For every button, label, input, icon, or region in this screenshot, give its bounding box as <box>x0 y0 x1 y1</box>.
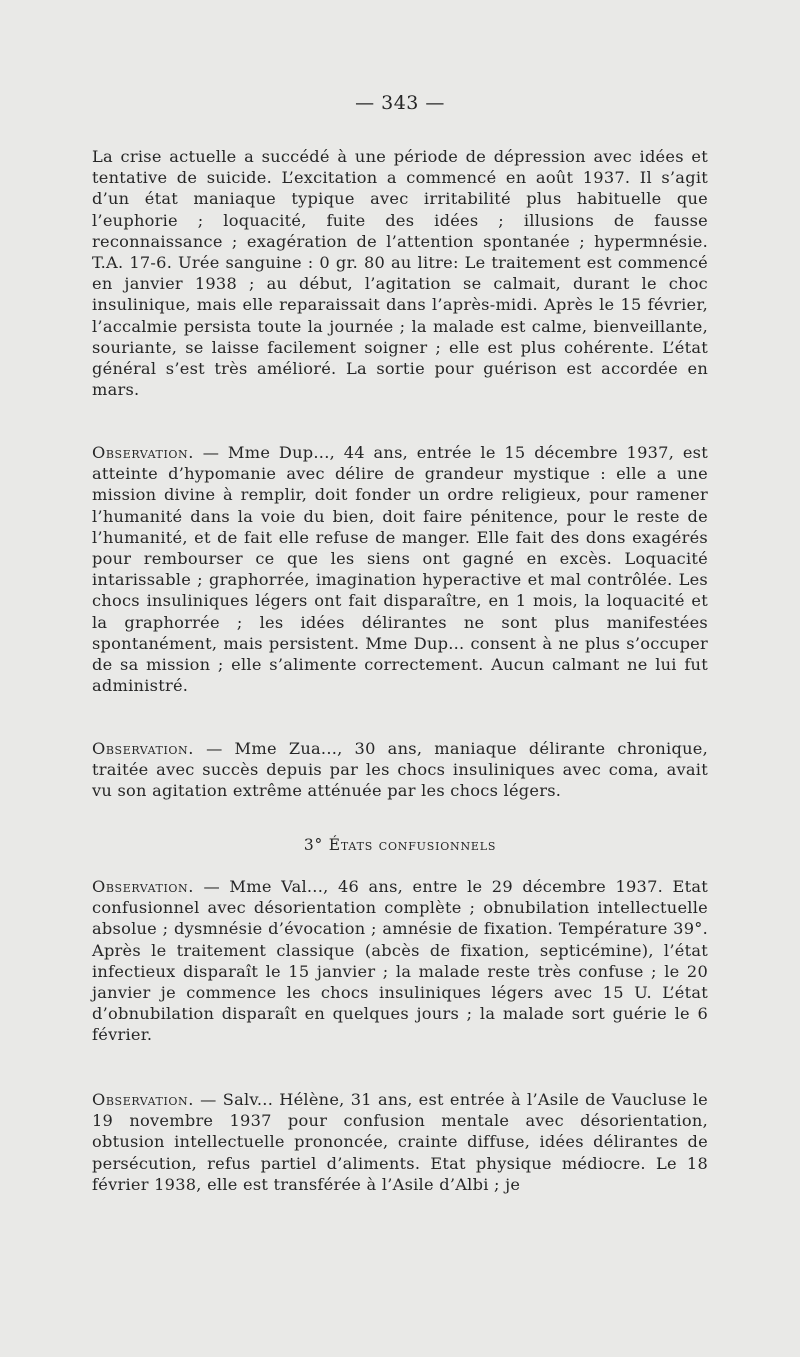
paragraph-manic-crisis <box>92 146 708 400</box>
observation-label: Observation. <box>92 1090 195 1109</box>
observation-text: — Mme Zua..., 30 ans, maniaque délirante chronique, traitée avec succès depuis par les chocs insuliniques avec coma, avait vu son agitation extrême atténuée par les chocs légers. <box>92 739 708 801</box>
observation-text: — Salv... Hélène, 31 ans, est entrée à l’Asile de Vaucluse le 19 novembre 1937 pour confusion mentale avec désorientation, obtusion intellectuelle prononcée, crainte diffuse, idées délirantes de persécution, refus partiel d’aliments. Etat physique médiocre. Le 18 février 1938, elle est transférée à l’Asile d’Albi ; je <box>92 1090 708 1194</box>
observation-text: — Mme Val..., 46 ans, entre le 29 décembre 1937. Etat confusionnel avec désorientation complète ; obnubilation intellectuelle absolue ; dysmnésie d’évocation ; amnésie de fixation. Température 39°. Après le traitement classique (abcès de fixation, septicémine), l’état infectieux disparaît le 15 janvier ; la malade reste très confuse ; le 20 janvier je commence les chocs insuliniques légers avec 15 U. L’état d’obnubilation disparaît en quelques jours ; la malade sort guérie le 6 février. <box>92 877 708 1045</box>
observation-salv <box>92 1089 708 1195</box>
observation-zua <box>92 738 708 802</box>
observation-dup <box>92 442 708 696</box>
page-number: — 343 — <box>355 92 445 114</box>
section-heading: 3° États confusionnels <box>303 836 497 854</box>
observation-text: — Mme Dup..., 44 ans, entrée le 15 décembre 1937, est atteinte d’hypomanie avec délire de grandeur mystique : elle a une mission divine à remplir, doit fonder un ordre religieux, pour ramener l’humanité dans la voie du bien, doit faire pénitence, pour le reste de l’humanité, et de fait elle refuse de manger. Elle fait des dons exagérés pour rembourser ce que les siens ont gagné en excès. Loquacité intarissable ; graphorrée, imagination hyperactive et mal contrôlée. Les chocs insuliniques légers ont fait disparaître, en 1 mois, la loquacité et la graphorrée ; les idées délirantes ne sont plus manifestées spontanément, mais persistent. Mme Dup... consent à ne plus s’occuper de sa mission ; elle s’alimente correctement. Aucun calmant ne lui fut administré. <box>92 443 708 696</box>
paragraph-text: La crise actuelle a succédé à une période de dépression avec idées et tentative de suicide. L’excitation a commencé en août 1937. Il s’agit d’un état maniaque typique avec irritabilité plus habituelle que l’euphorie ; loquacité, fuite des idées ; illusions de fausse reconnaissance ; exagération de l’attention spontanée ; hypermnésie. T.A. 17-6. Urée sanguine : 0 gr. 80 au litre: Le traitement est commencé en janvier 1938 ; au début, l’agitation se calmait, durant le choc insulinique, mais elle reparaissait dans l’après-midi. Après le 15 février, l’accalmie persista toute la journée ; la malade est calme, bienveillante, souriante, se laisse facilement soigner ; elle est plus cohérente. L’état général s’est très amélioré. La sortie pour guérison est accordée en mars. <box>92 147 708 400</box>
observation-label: Observation. <box>92 443 195 462</box>
observation-label: Observation. <box>92 877 195 896</box>
observation-label: Observation. <box>92 739 195 758</box>
observation-val <box>92 876 708 1046</box>
